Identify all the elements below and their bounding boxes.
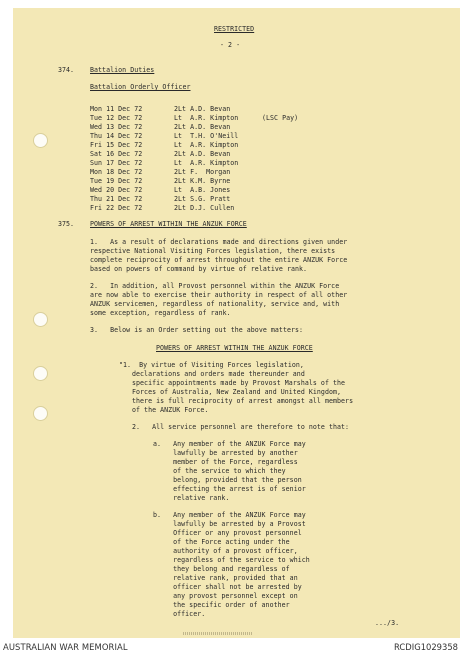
roster-officer: Lt A.R. Kimpton	[174, 114, 239, 122]
printer-mark	[183, 632, 253, 635]
item-a-line: lawfully be arrested by another	[153, 449, 298, 457]
paragraph-line: 1. As a result of declarations made and directions given under	[90, 238, 348, 246]
item-b-line: officer.	[153, 610, 206, 618]
item-a-line: a. Any member of the ANZUK Force may	[153, 440, 306, 448]
paragraph-line: complete reciprocity of arrest throughout the entire ANZUK Force	[90, 256, 348, 264]
order-title: POWERS OF ARREST WITHIN THE ANZUK FORCE	[156, 344, 313, 352]
roster-note: (LSC Pay)	[262, 114, 299, 122]
paragraph-line: 2. In addition, all Provost personnel within the ANZUK Force	[90, 282, 340, 290]
roster-officer: Lt T.H. O'Neill	[174, 132, 239, 140]
section-number: 374.	[58, 66, 75, 74]
continuation-marker: .../3.	[375, 619, 400, 627]
item-b-line: they belong and regardless of	[153, 565, 290, 573]
item-b-line: of the Force acting under the	[153, 538, 290, 546]
roster-date: Thu 21 Dec 72	[90, 195, 143, 203]
section-title: Battalion Duties	[90, 66, 155, 74]
order-line: of the ANZUK Force.	[132, 406, 209, 414]
classification-heading: RESTRICTED	[214, 25, 255, 33]
order-line: there is full reciprocity of arrest amongst all members	[132, 397, 354, 405]
roster-officer: 2Lt S.G. Pratt	[174, 195, 231, 203]
paragraph-line: are now able to exercise their authority in respect of all other	[90, 291, 348, 299]
page-number: - 2 -	[220, 41, 241, 49]
item-a-line: relative rank.	[153, 494, 230, 502]
roster-date: Wed 20 Dec 72	[90, 186, 143, 194]
punch-hole	[33, 312, 48, 327]
section-title: POWERS OF ARREST WITHIN THE ANZUK FORCE	[90, 220, 247, 228]
roster-date: Sat 16 Dec 72	[90, 150, 143, 158]
roster-date: Tue 19 Dec 72	[90, 177, 143, 185]
document-page	[13, 8, 460, 638]
roster-date: Fri 15 Dec 72	[90, 141, 143, 149]
roster-date: Tue 12 Dec 72	[90, 114, 143, 122]
roster-officer: 2Lt K.M. Byrne	[174, 177, 231, 185]
section-number: 375.	[58, 220, 75, 228]
item-b-line: any provost personnel except on	[153, 592, 298, 600]
order-line: "1. By virtue of Visiting Forces legislation,	[119, 361, 304, 369]
order-line: declarations and orders made thereunder and	[132, 370, 305, 378]
punch-hole	[33, 133, 48, 148]
roster-date: Mon 11 Dec 72	[90, 105, 143, 113]
item-b-line: lawfully be arrested by a Provost	[153, 520, 306, 528]
item-b-line: the specific order of another	[153, 601, 290, 609]
item-a-line: belong, provided that the person	[153, 476, 302, 484]
section-subtitle: Battalion Orderly Officer	[90, 83, 191, 91]
roster-officer: 2Lt A.D. Bevan	[174, 123, 231, 131]
paragraph-line: respective National Visiting Forces legislation, there exists	[90, 247, 336, 255]
roster-date: Sun 17 Dec 72	[90, 159, 143, 167]
roster-officer: Lt A.B. Jones	[174, 186, 231, 194]
item-b-line: authority of a provost officer,	[153, 547, 298, 555]
item-a-line: effecting the arrest is of senior	[153, 485, 306, 493]
paragraph-line: ANZUK servicemen, regardless of nationality, service and, with	[90, 300, 340, 308]
roster-date: Fri 22 Dec 72	[90, 204, 143, 212]
roster-officer: Lt A.R. Kimpton	[174, 159, 239, 167]
item-a-line: member of the Force, regardless	[153, 458, 298, 466]
record-id: RCDIG1029358	[394, 642, 458, 652]
item-a-line: of the service to which they	[153, 467, 286, 475]
order-line: Forces of Australia, New Zealand and United Kingdom,	[132, 388, 342, 396]
item-b-line: officer shall not be arrested by	[153, 583, 302, 591]
order-line: 2. All service personnel are therefore to note that:	[132, 423, 350, 431]
roster-officer: 2Lt F. Morgan	[174, 168, 231, 176]
paragraph-line: some exception, regardless of rank.	[90, 309, 231, 317]
item-b-line: Officer or any provost personnel	[153, 529, 302, 537]
paragraph-line: 3. Below is an Order setting out the above matters:	[90, 326, 304, 334]
roster-date: Mon 18 Dec 72	[90, 168, 143, 176]
paragraph-line: based on powers of command by virtue of relative rank.	[90, 265, 308, 273]
roster-date: Wed 13 Dec 72	[90, 123, 143, 131]
item-b-line: b. Any member of the ANZUK Force may	[153, 511, 306, 519]
roster-officer: Lt A.R. Kimpton	[174, 141, 239, 149]
item-b-line: regardless of the service to which	[153, 556, 310, 564]
roster-officer: 2Lt A.D. Bevan	[174, 105, 231, 113]
archive-footer	[0, 640, 461, 654]
item-b-line: relative rank, provided that an	[153, 574, 298, 582]
archive-name: AUSTRALIAN WAR MEMORIAL	[3, 642, 128, 652]
roster-officer: 2Lt D.J. Cullen	[174, 204, 235, 212]
punch-hole	[33, 406, 48, 421]
roster-officer: 2Lt A.D. Bevan	[174, 150, 231, 158]
punch-hole	[33, 366, 48, 381]
order-line: specific appointments made by Provost Marshals of the	[132, 379, 346, 387]
roster-date: Thu 14 Dec 72	[90, 132, 143, 140]
